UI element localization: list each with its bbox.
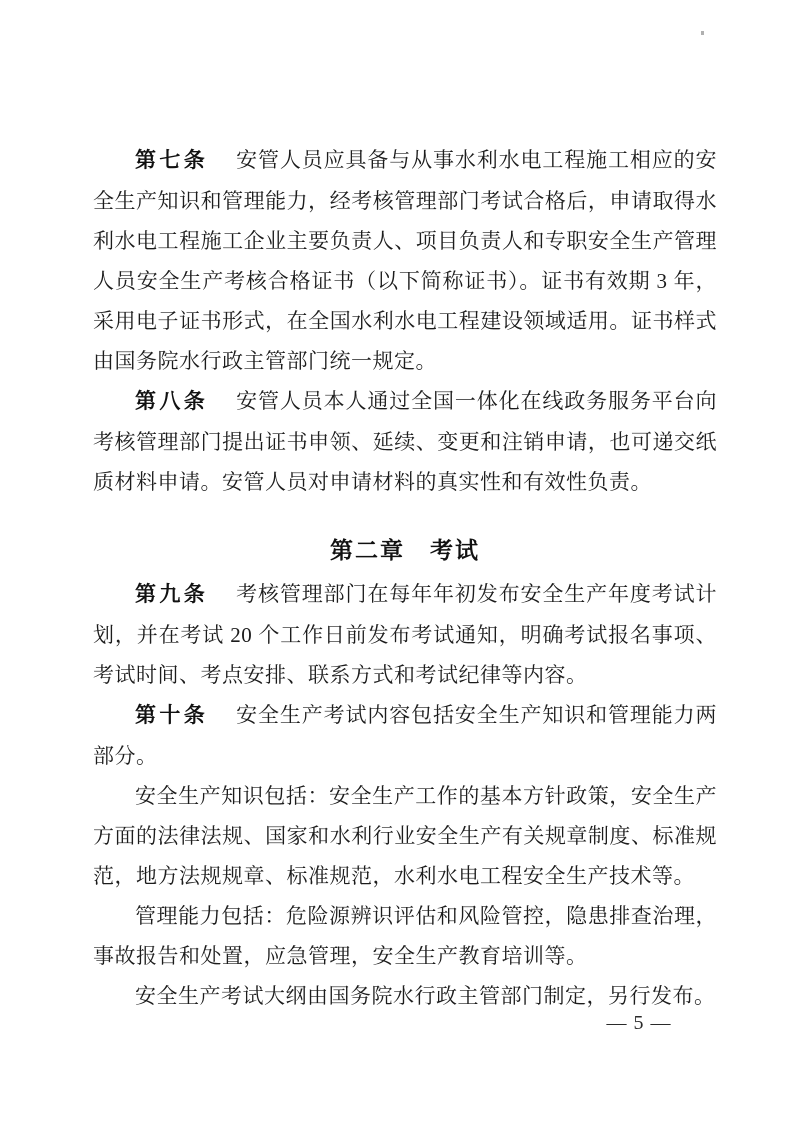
article-8-number: 第八条 xyxy=(135,390,209,413)
article-10-paragraph xyxy=(93,695,717,776)
article-10-number: 第十条 xyxy=(135,704,209,727)
article-9-text: 考核管理部门在每年年初发布安全生产年度考试计划，并在考试 20 个工作日前发布考试通知，明确考试报名事项、考试时间、考点安排、联系方式和考试纪律等内容。 xyxy=(93,582,717,687)
article-9-paragraph xyxy=(93,574,717,695)
knowledge-scope-paragraph xyxy=(93,776,717,896)
chapter-heading: 第二章 考试 xyxy=(330,537,480,563)
management-ability-paragraph xyxy=(93,896,717,976)
article-8-paragraph xyxy=(93,381,717,502)
article-7-text: 安管人员应具备与从事水利水电工程施工相应的安全生产知识和管理能力，经考核管理部门考试合格后，申请取得水利水电工程施工企业主要负责人、项目负责人和专职安全生产管理人员安全生产考核合格证书（以下简称证书）。证书有效期 3 年，采用电子证书形式，在全国水利水电工程建设领域适用。证书样式由国务院水行政主管部门统一规定。 xyxy=(93,148,717,373)
scan-artifact xyxy=(701,31,704,35)
article-9-number: 第九条 xyxy=(135,583,209,606)
management-ability-text: 管理能力包括：危险源辨识评估和风险管控，隐患排查治理，事故报告和处置，应急管理，安全生产教育培训等。 xyxy=(93,904,717,968)
page-number: — 5 — xyxy=(606,1012,672,1034)
knowledge-scope-text: 安全生产知识包括：安全生产工作的基本方针政策，安全生产方面的法律法规、国家和水利行业安全生产有关规章制度、标准规范，地方法规规章、标准规范，水利水电工程安全生产技术等。 xyxy=(93,784,717,888)
article-7-number: 第七条 xyxy=(135,149,209,172)
page-content xyxy=(93,140,717,1016)
article-7-paragraph xyxy=(93,140,717,381)
article-8-text: 安管人员本人通过全国一体化在线政务服务平台向考核管理部门提出证书申领、延续、变更和注销申请，也可递交纸质材料申请。安管人员对申请材料的真实性和有效性负责。 xyxy=(93,389,717,494)
exam-outline-text: 安全生产考试大纲由国务院水行政主管部门制定，另行发布。 xyxy=(135,984,716,1008)
article-10-text: 安全生产考试内容包括安全生产知识和管理能力两部分。 xyxy=(93,703,717,768)
